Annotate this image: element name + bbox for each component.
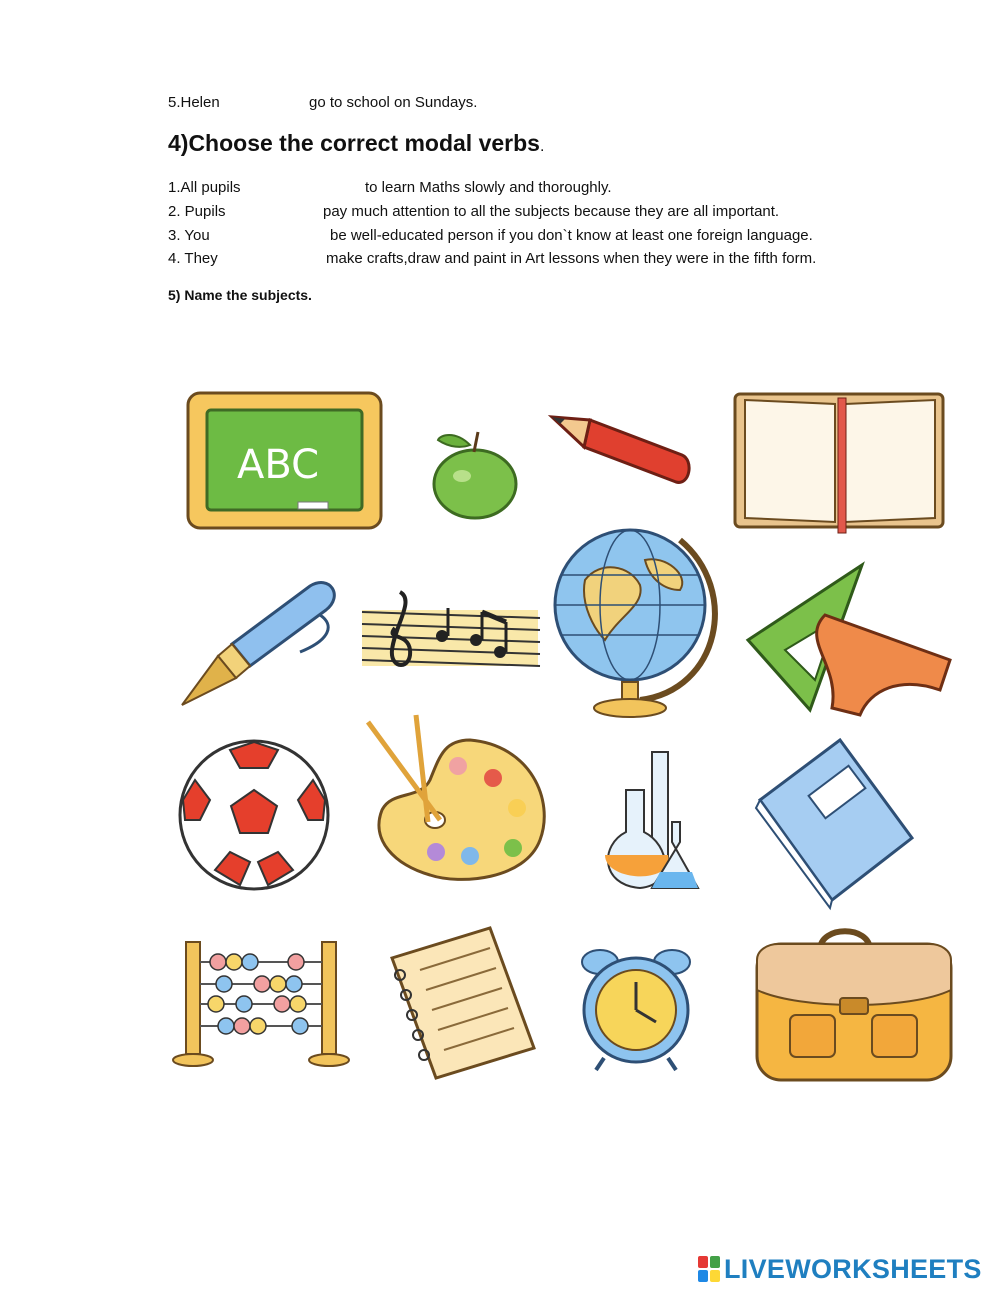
apple-icon [434,432,516,518]
chalkboard-abc-icon [188,393,381,528]
logo-square-green [710,1256,720,1268]
q3-line-5-left: 5.Helen [168,94,220,111]
s4-item-1-left: 1.All pupils [168,179,241,196]
notebook-icon [756,740,912,908]
section-5-title: 5) Name the subjects. [168,287,312,303]
liveworksheets-logo [698,1252,982,1286]
abacus-icon [173,942,349,1066]
globe-icon [555,530,715,717]
football-icon [180,741,328,889]
s4-item-2-left: 2. Pupils [168,203,226,220]
music-notes-icon [362,592,540,666]
s4-item-4-right: make crafts,draw and paint in Art lessons when they were in the fifth form. [326,250,817,267]
section-4-title-dot: . [539,138,545,155]
chalkboard-text: ABC [236,442,320,488]
logo-square-blue [698,1270,708,1282]
s4-item-2-right: pay much attention to all the subjects because they are all important. [323,203,780,220]
logo-mark-icon [698,1256,720,1282]
s4-item-3-right: be well-educated person if you don`t know at least one foreign language. [330,227,813,244]
alarm-clock-icon [582,950,690,1070]
paint-palette-icon [368,715,544,879]
notepad-icon [392,928,534,1078]
ruler-protractor-icon [748,565,950,715]
school-bag-icon [757,931,951,1080]
s4-item-1-right: to learn Maths slowly and thoroughly. [365,179,612,196]
lab-flasks-icon [605,752,698,888]
pencil-icon [552,417,689,482]
logo-square-yellow [710,1270,720,1282]
logo-text: LIVEWORKSHEETS [724,1253,982,1284]
open-book-icon [735,394,943,533]
fountain-pen-icon [182,583,334,705]
q3-line-5-right: go to school on Sundays. [309,94,478,111]
s4-item-4-left: 4. They [168,250,218,267]
s4-item-3-left: 3. You [168,227,210,244]
logo-square-red [698,1256,708,1268]
section-4-title-text: 4)Choose the correct modal verbs [168,130,540,156]
